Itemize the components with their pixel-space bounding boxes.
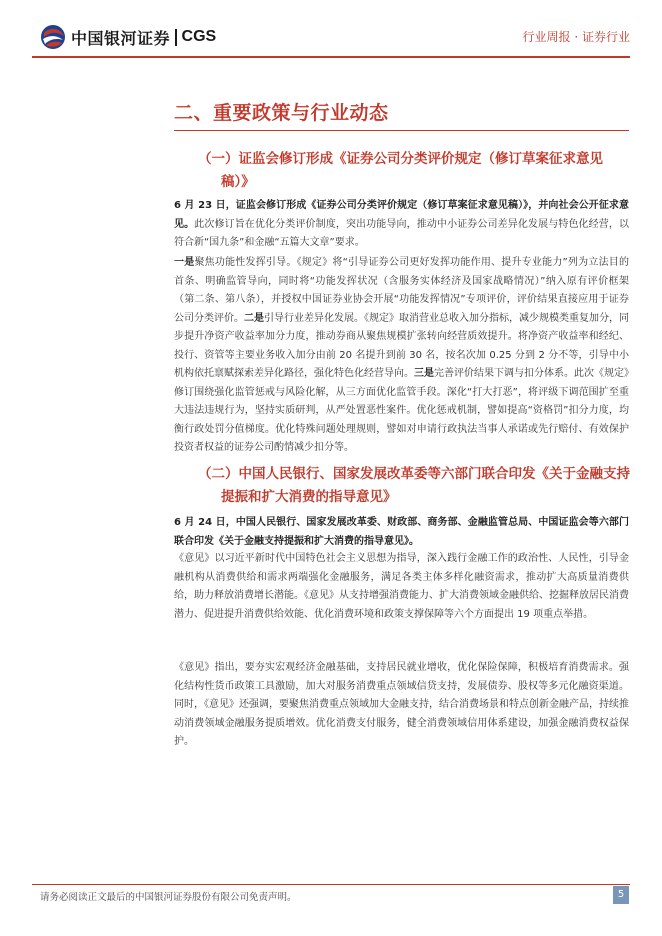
point-three-label: 三是 — [414, 368, 434, 379]
paragraph-pboc-announcement — [174, 514, 629, 551]
logo-english-name: CGS — [181, 28, 217, 45]
paragraph-body: 《意见》指出，要夯实宏观经济金融基础，支持居民就业增收，优化保险保障，积极培育消费需求。强化结构性货币政策工具激励，加大对服务消费重点领域信贷支持，发展债券、股权等多元化融资渠道。同时，《意见》还强调，要聚焦消费重点领域加大金融支持，结合消费场景和特点创新金融产品，持续推动消费领域金融服务提质增效。优化消费支付服务，健全消费领域信用体系建设，加强金融消费权益保护。 — [174, 662, 629, 747]
subsection-heading-line2: 提振和扩大消费的指导意见》 — [221, 489, 397, 505]
paragraph-opinion-overview — [174, 550, 629, 624]
subsection-heading-line1: 证监会修订形成《证券公司分类评价规定（修订草案征求意见 — [238, 151, 603, 167]
subsection-heading-line1: 中国人民银行、国家发展改革委等六部门联合印发《关于金融支持 — [238, 466, 630, 482]
paragraph-lead: 6 月 24 日，中国人民银行、国家发展改革委、财政部、商务部、金融监管总局、中国证监会等六部门联合印发《关于金融支持提振和扩大消费的指导意见》。 — [174, 517, 629, 547]
section-title: 二、重要政策与行业动态 — [174, 102, 389, 124]
paragraph-opinion-measures — [174, 659, 629, 752]
galaxy-logo-icon — [40, 24, 66, 50]
logo-separator — [175, 29, 177, 46]
point-one-text: 聚焦功能性发挥引导。《规定》将“引导证券公司更好发挥功能作用、提升专业能力”列为立法目的首条、明确监管导向，同时将“功能发挥状况（含服务实体经济及国家战略情况）”纳入原有评价框架（第二条、第八条），并授权中国证券业协会开展“功能发挥情况”专项评价，评价结果直接应用于证券公司分类评价。 — [174, 257, 629, 324]
paragraph-body: 此次修订旨在优化分类评价制度，突出功能导向，推动中小证券公司差异化发展与特色化经营，以符合新“国九条”和金融“五篇大文章”要求。 — [174, 218, 630, 248]
subsection-heading-1 — [198, 148, 603, 194]
paragraph-body: 《意见》以习近平新时代中国特色社会主义思想为指导，深入践行金融工作的政治性、人民性，引导金融机构从消费供给和需求两端强化金融服务，满足各类主体多样化融资需求，推动扩大高质量消费供给，助力释放消费增长潜能。《意见》从支持增强消费能力、扩大消费领域金融供给、挖掘释放居民消费潜力、促进提升消费供给效能、优化消费环境和政策支撑保障等六个方面提出 19 项重点举措。 — [174, 553, 629, 620]
report-type: 行业周报 · 证券行业 — [522, 30, 630, 44]
footer-divider — [32, 884, 630, 885]
point-two-text: 引导行业差异化发展。《规定》取消营业总收入加分指标，减少规模类重复加分，同步提升净资产收益率加分力度，推动券商从聚焦规模扩张转向经营质效提升。将净资产收益率和经纪、投行、资管等主要业务收入加分由前 20 名提升到前 30 名，按名次加 0.25 分到 2 分不等，引导中小机构依托禀赋探索差异化路径，强化特色化经营导向。 — [174, 312, 629, 379]
paragraph-rule-details — [174, 254, 629, 458]
page-number: 5 — [613, 886, 629, 904]
point-one-label: 一是 — [174, 257, 195, 268]
logo-chinese-name: 中国银河证券 — [71, 28, 171, 48]
subsection-heading-2 — [198, 463, 630, 509]
point-two-label: 二是 — [244, 312, 264, 324]
point-three-text: 完善评价结果下调与扣分体系。此次《规定》修订围绕强化监管惩戒与风险化解，从三方面优化监管手段。深化“打大打恶”，将评级下调范围扩至重大违法违规行为，坚持实质研判，从严处置恶性案件。优化惩戒机制，譬如提高“资格罚”扣分力度，均衡行政处罚分值梯度。优化特殊问题处理规则，譬如对申请行政执法当事人承诺或先行赔付、有效保护投资者权益的证券公司酌情减少扣分等。 — [174, 368, 629, 453]
footer-disclaimer: 请务必阅读正文最后的中国银河证券股份有限公司免责声明。 — [40, 892, 297, 903]
paragraph-csrc-announcement — [174, 197, 629, 253]
subsection-heading-line2: 稿）》 — [221, 174, 255, 190]
section-divider — [174, 130, 629, 131]
company-logo — [40, 24, 216, 50]
paragraph-lead: 6 月 23 日，证监会修订形成《证券公司分类评价规定（修订草案征求意见稿）》，并向社会公开征求意见。 — [174, 200, 629, 230]
subsection-number: （一） — [198, 151, 239, 167]
page-header — [0, 0, 662, 62]
header-divider — [32, 56, 630, 58]
subsection-number: （二） — [198, 466, 239, 482]
